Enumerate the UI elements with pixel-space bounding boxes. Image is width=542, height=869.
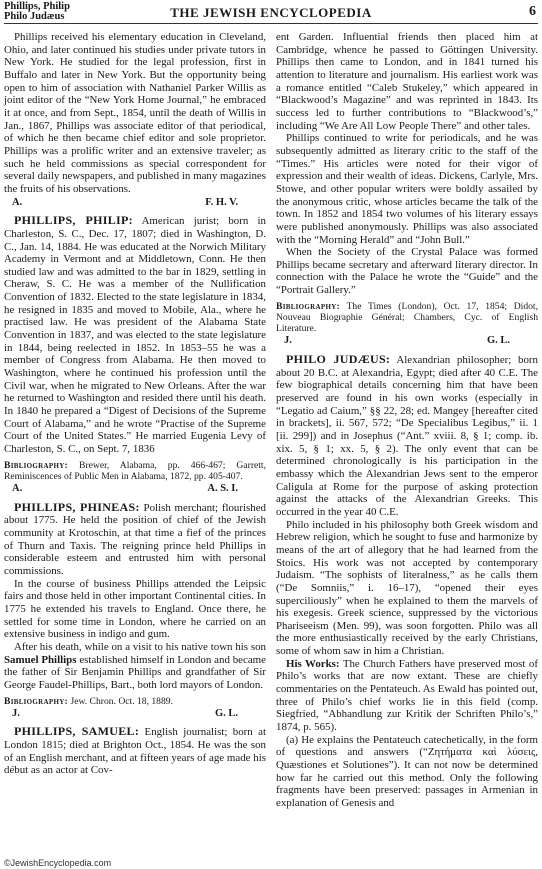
author-initials: G. L.	[214, 707, 238, 719]
entry-title: PHILLIPS, SAMUEL:	[14, 724, 140, 739]
author-initials: A. S. I.	[207, 483, 238, 495]
entry-text: English journalist; born at London 1815; died at Brighton Oct., 1854. He was the son of an English merchant, and at fifteen years of age made his début as an actor at Cov-	[4, 726, 267, 777]
entry-phillips-samuel	[4, 725, 266, 777]
paragraph: In the course of business Phillips attended the Leipsic fairs and those held in other important Continental cities. In 1775 he extended his travels to England. Once there, he settled for some time in London, where he carried on an extensive business in indigo and gum.	[4, 577, 266, 641]
paragraph: Phillips received his elementary education in Cleveland, Ohio, and later continued his studies under private tutors in New York. He studied for the legal profession, first in Buffalo and later in New York. But the opportunity being open to him of association with Nathaniel Parker Willis as joint editor of the “New York Home Journal,” he embraced it at once, and from Sept., 1854, until the death of Willis in Jan., 1867, Phillips was associate editor of that periodical, of which he then became chief editor and sole proprietor. Phillips was a prolific writer and an extensive traveler; as such he held commissions as special correspondent for several daily newspapers, and published in many magazines the fruits of his observations.	[4, 31, 266, 195]
entry-text: Alexandrian philosopher; born about 20 B.C. at Alexandria, Egypt; died after 40 C.E. The few biographical details concerning him that have been preserved are found in his own works (especially in “Legatio ad Caium,” §§ 22, 28; ed. Mangey [hereafter cited in brackets], ii. 567, 572; “De Specialibus Legibus,” ii. 1 [ii. 299]) and in Josephus (“Ant.” xviii. 8, § 1; comp. ib. xix. 5, § 1; xx. 5, § 2). The only event that can be determined chronologically is his participation in the embassy which the Alexandrian Jews sent to the emperor Caligula at Rome for the purpose of asking protection against the attacks of the Alexandrian Greeks. This occurred in the year 40 C.E.	[276, 354, 538, 518]
bibliography-text: Brewer, Alabama, pp. 466-467; Garrett, Reminiscences of Public Men in Alabama, 1872, pp. 405-407.	[4, 459, 266, 482]
paragraph	[4, 641, 266, 692]
entry-title: PHILLIPS, PHINEAS:	[14, 499, 140, 514]
paragraph: Philo included in his philosophy both Greek wisdom and Hebrew religion, which he sought to fuse and harmonize by means of the art of allegory that he had learned from the Stoics. His work was not accepted by contemporary Judaism. “The sophists of literalness,” as he calls them (“De Somniis,” i. 16–17), “opened their eyes superciliously” when he explained to them the marvels of his exegesis. Greek science, suppressed by the victorious Phariseeism (Men. 99), was soon forgotten. Philo was all the more enthusiastically received by the early Christians, some of whom saw in him a Christian.	[276, 518, 538, 658]
editor-initials: A.	[12, 196, 23, 208]
editor-initials: J.	[12, 707, 20, 719]
paragraph-text: established himself in London and became the father of Sir Benjamin Phillips and grandfather of Sir George Faudel-Phillips, Bart., both lord mayors of London.	[4, 653, 266, 691]
section-text: The Church Fathers have preserved most of Philo’s works that are now extant. These are chiefly commentaries on the Pentateuch. As Ewald has pointed out, three of Philo’s chief works lie in this field (comp. Siegfried, “Abhandlung zur Kritik der Schriften Philo’s,” 1874, p. 565).	[276, 657, 538, 734]
author-initials: F. H. V.	[205, 196, 238, 208]
paragraph-text: After his death, while on a visit to his native town his son	[14, 640, 266, 653]
bibliography-text: The Times (London), Oct. 17, 1854; Didot, Nouveau Biographie Général; Chambers, Cyc. of English Literature.	[276, 300, 538, 335]
entry-text: American jurist; born in Charleston, S. C., Dec. 17, 1807; died in Washington, D. C., Jan. 14, 1884. He was educated at the Norwich Military Academy in Vermont and at Middletown, Conn. He then studied law and was admitted to the bar in 1829, settling in Cheraw, S. C. He was a member of the Nullification Convention of 1832. Elected to the state legislature in 1834, he resigned in 1835 and moved to Mobile, Ala., where he practised law. He was president of the Alabama State Convention in 1837, and was elected to the state legislature in 1844, being reelected in 1852. In 1853–55 he was a member of Congress from Alabama. He then moved to Washington, where he continued his profession until the Civil war, when he migrated to New Orleans. After the war he returned to Washington and resided there until his death. In 1840 he prepared a “Digest of Decisions of the Supreme Court of Alabama,” and he wrote “Practise of the Supreme Court of the United States.” He married Eugenia Levy of Charleston, S. C., on Sept. 7, 1836	[4, 215, 266, 455]
editor-initials: A.	[12, 483, 23, 495]
editor-initials: J.	[284, 335, 292, 347]
left-column	[4, 31, 266, 777]
bibliography-text: Jew. Chron. Oct. 18, 1889.	[68, 695, 173, 707]
signature-line	[276, 335, 538, 348]
bibliography	[276, 301, 538, 335]
bibliography-label: Bibliography:	[276, 300, 341, 312]
signature-line	[4, 197, 266, 210]
entry-phillips-philip	[4, 214, 266, 455]
section-heading: His Works:	[286, 657, 340, 670]
section-his-works	[276, 658, 538, 734]
copyright-footer: ©JewishEncyclopedia.com	[4, 858, 112, 868]
entry-philo-judaeus	[276, 353, 538, 519]
right-column	[276, 31, 538, 810]
signature-line	[4, 708, 266, 721]
running-title: THE JEWISH ENCYCLOPEDIA	[170, 5, 372, 20]
guide-word-first: Phillips, Philip	[4, 1, 70, 12]
guide-word-last: Philo Judæus	[4, 11, 65, 22]
page-header	[4, 2, 538, 24]
bibliography	[4, 696, 266, 707]
paragraph: When the Society of the Crystal Palace was formed Phillips became secretary and afterward literary director. In connection with the Palace he wrote the “Guide” and the “Portrait Gallery.”	[276, 246, 538, 297]
entry-phillips-phineas	[4, 501, 266, 578]
paragraph: ent Garden. Influential friends then placed him at Cambridge, whence he passed to Göttingen University. Phillips then came to London, and in 1841 turned his attention to literature and journalism. His earliest work was a romance entitled “Caleb Stukeley,” which appeared in “Blackwood’s Magazine” and was reprinted in 1843. Its success led to further contributions to “Blackwood’s,” including “We Are All Low People There” and other tales.	[276, 31, 538, 132]
page-number: 6	[529, 4, 536, 19]
bibliography-label: Bibliography:	[4, 695, 69, 707]
name-highlight: Samuel Phillips	[4, 653, 77, 666]
entry-title: PHILLIPS, PHILIP:	[14, 213, 133, 228]
bibliography	[4, 460, 266, 482]
entry-title: PHILO JUDÆUS:	[286, 352, 391, 367]
entry-text: Polish merchant; flourished about 1775. He held the position of chief of the Jewish community at Krotoschin, at that time a fief of the princes of Thurn and Taxis. The reigning prince held Phillips in considerable esteem and entrusted him with personal commissions.	[4, 501, 266, 577]
author-initials: G. L.	[486, 335, 510, 347]
bibliography-label: Bibliography:	[4, 459, 69, 471]
paragraph: (a) He explains the Pentateuch catechetically, in the form of questions and answers (“Ζητήματα καὶ λύσεις, Quæstiones et Solutiones”). It can not now be determined how far he carried out this method. Only the following fragments have been preserved: passages in Armenian in explanation of Genesis and	[276, 733, 538, 810]
paragraph: Phillips continued to write for periodicals, and he was subsequently admitted as literary critic to the staff of the “Times.” His articles were noted for their vigor of expression and their wealth of ideas. Dickens, Carlyle, Mrs. Stowe, and other popular writers were boldly assailed by the anonymous critic, whose articles became the talk of the town. In 1852 and 1854 two volumes of his literary essays were published anonymously. Phillips was also associated with the “Morning Herald” and “John Bull.”	[276, 132, 538, 246]
signature-line	[4, 483, 266, 496]
